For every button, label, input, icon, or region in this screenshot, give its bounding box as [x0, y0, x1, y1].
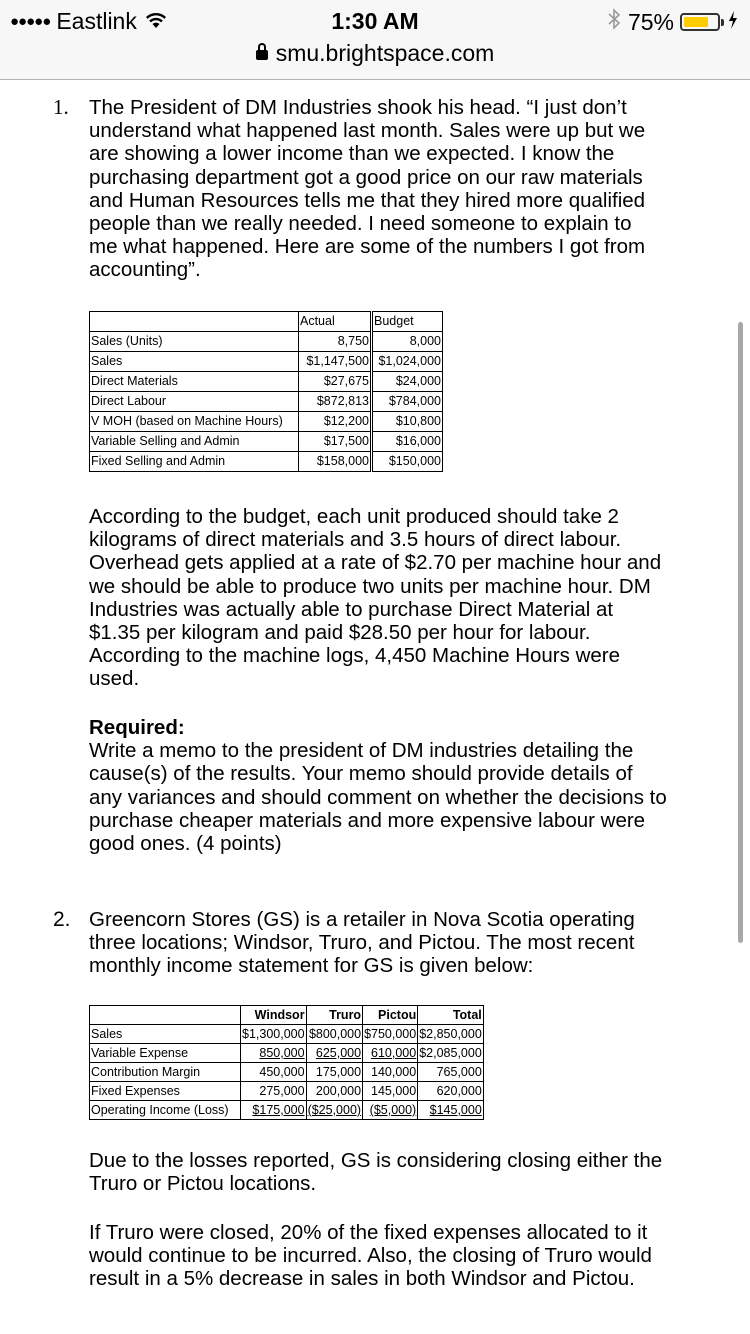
- charging-icon: [728, 11, 738, 34]
- truro-value: 200,000: [306, 1082, 363, 1101]
- battery-icon: [680, 13, 720, 31]
- table-row: [90, 1025, 484, 1044]
- question-2-text: Greencorn Stores (GS) is a retailer in Nova Scotia operating three locations; Windsor, Truro, and Pictou. The most recent monthly income statement for GS is given below:: [89, 908, 635, 978]
- budget-paragraph: According to the budget, each unit produced should take 2 kilograms of direct materials and 3.5 hours of direct labour. Overhead gets applied at a rate of $2.70 per machine hour and we should be able to produce two units per machine hour. DM Industries was actually able to purchase Direct Material at $1.35 per kilogram and paid $28.50 per hour for labour. According to the machine logs, 4,450 Machine Hours were used.: [89, 505, 662, 691]
- windsor-value-text: $175,000: [252, 1103, 305, 1117]
- bluetooth-icon: [608, 8, 620, 36]
- row-label: Variable Expense: [90, 1044, 241, 1063]
- table-row: [90, 432, 443, 452]
- budget-value: $1,024,000: [372, 352, 443, 372]
- table-row: [90, 352, 443, 372]
- table-row: [90, 332, 443, 352]
- lock-icon: [256, 50, 268, 60]
- table-row: [90, 392, 443, 412]
- actual-value: $27,675: [299, 372, 372, 392]
- battery-tip: [721, 19, 724, 26]
- actual-value: 8,750: [299, 332, 372, 352]
- row-label: Direct Materials: [90, 372, 299, 392]
- row-label: Fixed Selling and Admin: [90, 452, 299, 472]
- table-header-row: [90, 312, 443, 332]
- row-label: Operating Income (Loss): [90, 1101, 241, 1120]
- windsor-value: [241, 1101, 307, 1120]
- total-value: $2,085,000: [418, 1044, 484, 1063]
- table-row: [90, 372, 443, 392]
- truro-value: [306, 1101, 363, 1120]
- actual-value: $12,200: [299, 412, 372, 432]
- signal-strength-icon: ●●●●●: [10, 13, 51, 30]
- actual-value: $872,813: [299, 392, 372, 412]
- row-label: Sales: [90, 1025, 241, 1044]
- income-statement-table: [89, 1005, 484, 1120]
- header-blank: [90, 312, 299, 332]
- question-1-number: 1.: [53, 95, 69, 119]
- total-value-text: $145,000: [429, 1103, 482, 1117]
- header-total: Total: [418, 1006, 484, 1025]
- truro-value: $800,000: [306, 1025, 363, 1044]
- carrier-name: Eastlink: [56, 8, 137, 34]
- total-value: $2,850,000: [418, 1025, 484, 1044]
- clock: 1:30 AM: [331, 8, 419, 34]
- pictou-value-text: 610,000: [371, 1046, 417, 1060]
- actual-value: $17,500: [299, 432, 372, 452]
- row-label: V MOH (based on Machine Hours): [90, 412, 299, 432]
- row-label: Variable Selling and Admin: [90, 432, 299, 452]
- budget-value: $150,000: [372, 452, 443, 472]
- truro-value: 175,000: [306, 1063, 363, 1082]
- table-row: [90, 412, 443, 432]
- truro-value-text: 625,000: [315, 1046, 362, 1060]
- losses-paragraph: Due to the losses reported, GS is considering closing either the Truro or Pictou locations.: [89, 1149, 663, 1196]
- table-row: [90, 1101, 484, 1120]
- row-label: Sales (Units): [90, 332, 299, 352]
- required-section: [89, 716, 669, 855]
- windsor-value: 275,000: [241, 1082, 307, 1101]
- status-bar: [0, 4, 750, 38]
- budget-value: 8,000: [372, 332, 443, 352]
- header-blank: [90, 1006, 241, 1025]
- row-label: Fixed Expenses: [90, 1082, 241, 1101]
- row-label: Direct Labour: [90, 392, 299, 412]
- windsor-value: [241, 1044, 307, 1063]
- pictou-value: $750,000: [363, 1025, 418, 1044]
- total-value: 765,000: [418, 1063, 484, 1082]
- truro-value-text: ($25,000): [307, 1103, 362, 1117]
- pictou-value: [363, 1101, 418, 1120]
- total-value: [418, 1101, 484, 1120]
- table-header-row: [90, 1006, 484, 1025]
- url-text: smu.brightspace.com: [275, 40, 495, 66]
- vertical-scrollbar[interactable]: [738, 322, 743, 943]
- pictou-value: 140,000: [363, 1063, 418, 1082]
- budget-value: $24,000: [372, 372, 443, 392]
- budget-value: $10,800: [372, 412, 443, 432]
- ios-status-and-address-bar: [0, 0, 750, 80]
- question-1: [53, 96, 663, 282]
- required-text: Write a memo to the president of DM industries detailing the cause(s) of the results. Your memo should provide details of any variances and should comment on whether the decisions to purchase cheaper materials and more expensive labour were good ones. (4 points): [89, 739, 667, 856]
- question-2-number: 2.: [53, 908, 71, 931]
- header-pictou: Pictou: [363, 1006, 418, 1025]
- row-label: Sales: [90, 352, 299, 372]
- header-windsor: Windsor: [241, 1006, 307, 1025]
- question-1-text: The President of DM Industries shook his head. “I just don’t understand what happened last month. Sales were up but we are showing a lower income than we expected. I know the purchasing department got a good price on our raw materials and Human Resources tells me that they hired more qualified people than we really needed. I need someone to explain to me what happened. Here are some of the numbers I got from accounting”.: [89, 96, 646, 282]
- table-row: [90, 1082, 484, 1101]
- required-label: Required:: [89, 716, 185, 739]
- battery-percent: 75%: [627, 8, 674, 35]
- actual-vs-budget-table: [89, 311, 443, 472]
- windsor-value: 450,000: [241, 1063, 307, 1082]
- table-row: [90, 452, 443, 472]
- truro-value: [306, 1044, 363, 1063]
- actual-value: $158,000: [299, 452, 372, 472]
- windsor-value-text: 850,000: [259, 1046, 305, 1060]
- header-budget: Budget: [372, 312, 443, 332]
- address-bar[interactable]: [0, 40, 750, 67]
- header-actual: Actual: [299, 312, 372, 332]
- pictou-value-text: ($5,000): [369, 1103, 417, 1117]
- budget-value: $784,000: [372, 392, 443, 412]
- question-2: [53, 908, 663, 978]
- actual-value: $1,147,500: [299, 352, 372, 372]
- table-row: [90, 1063, 484, 1082]
- table-row: [90, 1044, 484, 1063]
- header-truro: Truro: [306, 1006, 363, 1025]
- status-right: [608, 8, 738, 36]
- truro-paragraph: If Truro were closed, 20% of the fixed expenses allocated to it would continue to be incurred. Also, the closing of Truro would result in a 5% decrease in sales in both Windsor and Pictou.: [89, 1221, 652, 1291]
- total-value: 620,000: [418, 1082, 484, 1101]
- row-label: Contribution Margin: [90, 1063, 241, 1082]
- windsor-value: $1,300,000: [241, 1025, 307, 1044]
- pictou-value: 145,000: [363, 1082, 418, 1101]
- budget-value: $16,000: [372, 432, 443, 452]
- pictou-value: [363, 1044, 418, 1063]
